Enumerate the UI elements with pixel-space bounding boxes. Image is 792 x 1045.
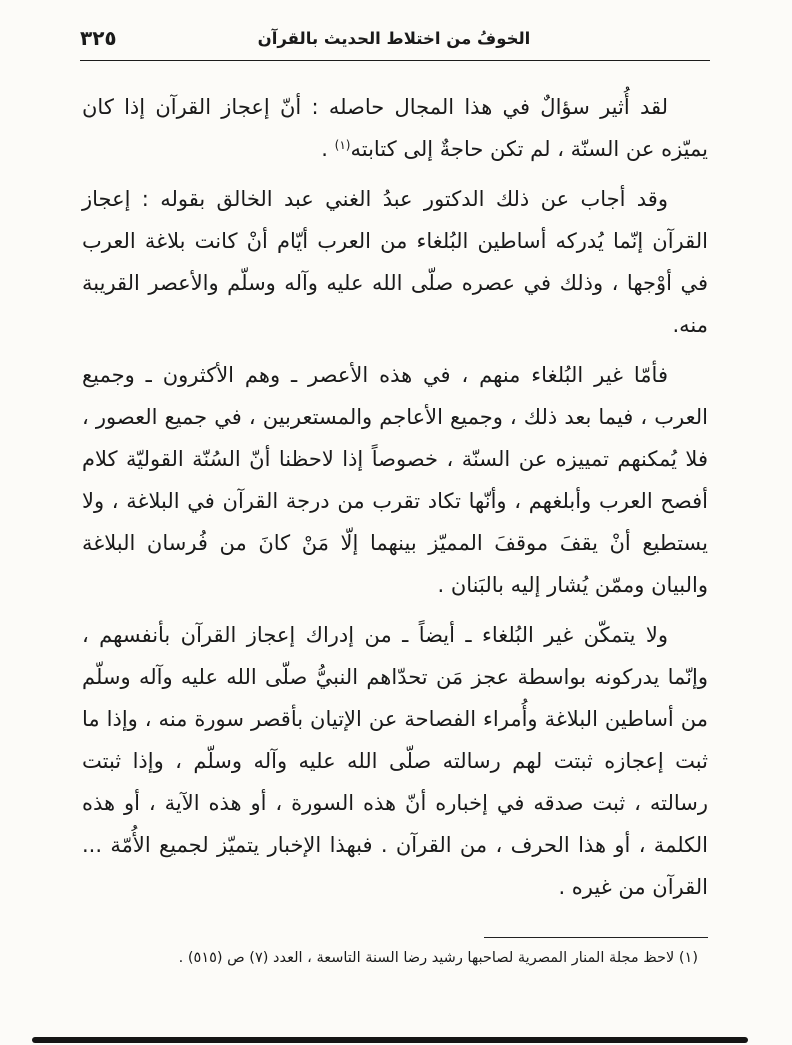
running-head-title: الخوفُ من اختلاط الحديث بالقرآن — [257, 29, 531, 48]
header-divider — [80, 60, 710, 61]
footnote-marker: (١) — [334, 138, 351, 152]
body-paragraph-1 — [82, 86, 708, 170]
scan-artifact-bottom — [32, 1037, 748, 1043]
footnote-text: (١) لاحظ مجلة المنار المصرية لصاحبها رشيد رضا السنة التاسعة ، العدد (٧) ص (٥١٥) . — [178, 950, 698, 966]
footnote-divider — [484, 937, 708, 938]
paragraph-text: لقد أُثير سؤالٌ في هذا المجال حاصله : أنّ إعجاز القرآن إذا كان يميّزه عن السنّة ، لم تكن حاجةٌ إلى كتابته — [82, 95, 708, 161]
page-header — [80, 22, 708, 58]
body-paragraph-2: وقد أجاب عن ذلك الدكتور عبدُ الغني عبد الخالق بقوله : إعجاز القرآن إنّما يُدركه أساطين البُلغاء من العرب أيّام أنْ كانت بلاغة العرب في أوْجها ، وذلك في عصره صلّى الله عليه وآله وسلّم والأعصر القريبة منه. — [82, 187, 708, 337]
body-paragraph-4: ولا يتمكّن غير البُلغاء ـ أيضاً ـ من إدراك إعجاز القرآن بأنفسهم ، وإنّما يدركونه بواسطة عجز مَن تحدّاهم النبيُّ صلّى الله عليه وآله وسلّم من أساطين البلاغة وأُمراء الفصاحة عن الإتيان بأقصر سورة منه ، وإذا ما ثبت إعجازه ثبتت لهم رسالته صلّى الله عليه وآله وسلّم ، وإذا ثبتت رسالته ، ثبت صدقه في إخباره أنّ هذه السورة ، أو هذه الآية ، أو هذه الكلمة ، أو هذا الحرف ، من القرآن . فبهذا الإخبار يتميّز لجميع الأُمّة ... القرآن من غيره . — [82, 623, 708, 899]
paragraph-text: . — [321, 137, 335, 161]
body-paragraph-3: فأمّا غير البُلغاء منهم ، في هذه الأعصر ـ وهم الأكثرون ـ وجميع العرب ، فيما بعد ذلك ، وجميع الأعاجم والمستعربين ، في جميع العصور ، فلا يُمكنهم تمييزه عن السنّة ، خصوصاً إذا لاحظنا أنّ السُنّة القوليّة كلام أفصح العرب وأبلغهم ، وأنّها تكاد تقرب من درجة القرآن في البلاغة ، ولا يستطيع أنْ يقفَ موقفَ المميّز بينهما إلّا مَنْ كانَ من فُرسان البلاغة والبيان وممّن يُشار إليه بالبَنان . — [82, 363, 708, 597]
page-number: ٣٢٥ — [80, 26, 117, 50]
body-text — [82, 86, 708, 916]
